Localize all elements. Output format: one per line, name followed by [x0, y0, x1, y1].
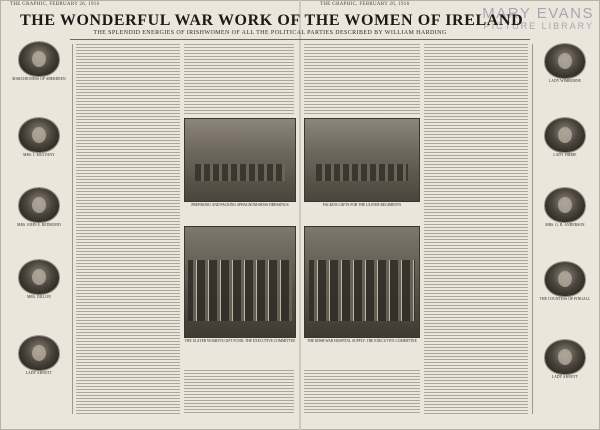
portrait-caption: THE COUNTESS OF FINGALL: [539, 297, 591, 301]
portrait-right-3: [534, 188, 596, 227]
portrait-caption: LADY ARNOTT: [25, 371, 53, 375]
photo-image: [184, 118, 296, 202]
portrait-caption: MRS. G. R. ANDERSON: [545, 223, 585, 227]
portrait-photo: [19, 42, 59, 76]
body-text-column: [424, 44, 528, 414]
portrait-caption: MRS. DILLON: [27, 295, 51, 299]
headline-rule: [70, 39, 530, 40]
portrait-photo: [545, 118, 585, 152]
watermark-line2: PICTURE LIBRARY: [483, 20, 594, 31]
article-subtitle: THE SPLENDID ENERGIES OF IRISHWOMEN OF ALL THE POLITICAL PARTIES DESCRIBED BY WILLIAM HARDING: [93, 30, 447, 36]
photo-ulster-committee: [184, 226, 296, 343]
portrait-right-5: [534, 340, 596, 379]
portrait-right-4: [534, 262, 596, 301]
portrait-left-2: [8, 118, 70, 157]
column-rule: [72, 44, 73, 414]
portrait-photo: [545, 262, 585, 296]
photo-image: [304, 118, 420, 202]
photo-moss-dressings: [184, 118, 296, 207]
portrait-left-4: [8, 260, 70, 299]
body-text-column: [304, 44, 420, 114]
portrait-caption: LADY ARNOTT: [551, 375, 579, 379]
portrait-right-1: [534, 44, 596, 83]
photo-caption: THE IRISH WAR HOSPITAL SUPPLY: THE EXECUTIVE COMMITTEE: [307, 339, 417, 343]
photo-caption: PACKING GIFTS FOR THE ULSTER REGIMENTS: [322, 203, 402, 207]
portrait-photo: [19, 336, 59, 370]
watermark-line1: MARY EVANS: [482, 5, 594, 22]
portrait-photo: [545, 340, 585, 374]
body-text-column: [184, 370, 294, 414]
portrait-caption: LADY WIMBORNE: [549, 79, 581, 83]
article-title: THE WONDERFUL WAR WORK OF THE WOMEN OF IRELAND: [20, 12, 524, 29]
photo-image: [184, 226, 296, 338]
portrait-photo: [545, 188, 585, 222]
portrait-caption: MARCHIONESS OF ABERDEEN: [12, 77, 66, 81]
portrait-photo: [545, 44, 585, 78]
portrait-left-3: [8, 188, 70, 227]
photo-packing-gifts: [304, 118, 420, 207]
portrait-caption: MRS. J. MULVANY: [23, 153, 55, 157]
portrait-photo: [19, 260, 59, 294]
photo-irish-war-hospital: [304, 226, 420, 343]
portrait-photo: [19, 118, 59, 152]
page-spine: [299, 0, 301, 430]
photo-caption: THE ULSTER WOMEN'S GIFT FUND: THE EXECUTIVE COMMITTEE: [184, 339, 296, 343]
column-rule: [532, 44, 533, 414]
body-text-column: [304, 370, 420, 414]
portrait-caption: MRS. JOHN E. REDMOND: [17, 223, 61, 227]
portrait-right-2: [534, 118, 596, 157]
portrait-left-1: [8, 42, 70, 81]
photo-caption: PREPARING AND PACKING SPHAGNUM-MOSS DRESSINGS: [191, 203, 289, 207]
body-text-column: [184, 44, 294, 114]
body-text-column: [76, 44, 180, 414]
left-running-head: THE GRAPHIC, FEBRUARY 26, 1916: [10, 2, 100, 7]
portrait-caption: LADY PIRRIE: [553, 153, 577, 157]
portrait-photo: [19, 188, 59, 222]
right-running-head: THE GRAPHIC, FEBRUARY 26, 1916: [320, 2, 410, 7]
portrait-left-5: [8, 336, 70, 375]
photo-image: [304, 226, 420, 338]
